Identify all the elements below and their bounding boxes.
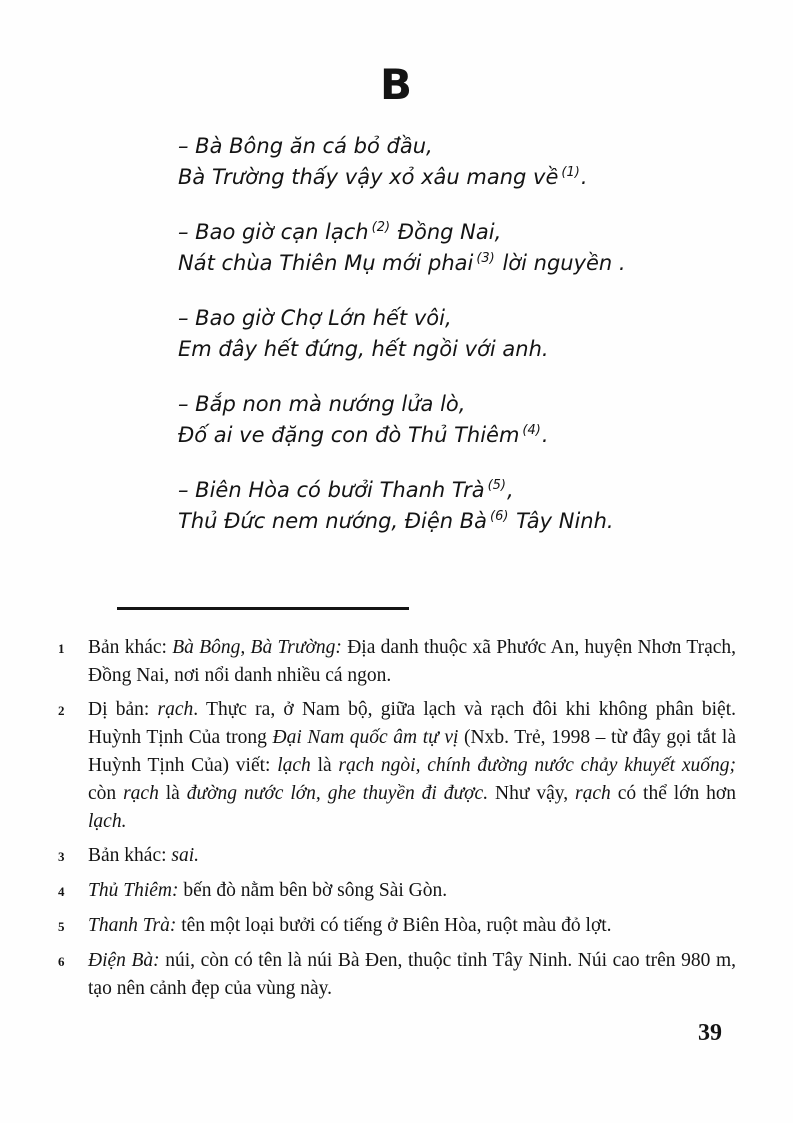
footnote-body-text: bến đò nằm bên bờ sông Sài Gòn. [178,880,448,901]
verse-text: Tây Ninh. [509,509,614,533]
footnote-ref: (5) [487,478,506,493]
footnote-term: lạch. [88,811,127,832]
verse-line [178,334,738,365]
footnote-1 [58,634,736,690]
footnote-ref: (4) [522,423,541,438]
section-heading: B [379,60,413,109]
footnote-term: Bà Bông, Bà Trường: [172,637,342,658]
footnote-ref: (2) [371,220,391,235]
footnote-3 [58,842,736,871]
verse-text: – Bao giờ cạn lạch [178,220,369,244]
footnote-body-text: còn [88,783,124,804]
footnote-body-text: Dị bản: [88,699,158,720]
verse-text: Đồng Nai, [391,220,502,244]
footnote-term: rạch ngòi, chính đường nước chảy khuyết xuống; [338,755,737,776]
verse-text: – Bà Bông ăn cá bỏ đầu, [178,134,433,158]
footnote-body-text: Bản khác: [88,845,172,866]
verse-couplet-3 [178,303,738,365]
verse-line [178,475,738,506]
verse-text: . [580,165,588,189]
verse-line [178,303,738,334]
footnotes-section [58,634,736,1009]
verse-line [178,162,738,193]
footnote-text [88,634,736,690]
footnote-body-text: (Nxb. Trẻ, 1998 – từ đây gọi tắt là Huỳnh Tịnh Của) viết: [88,727,736,776]
footnote-term: rạch [575,783,611,804]
verse-text: Bà Trường thấy vậy xỏ xâu mang về [178,165,559,189]
verse-line [178,420,738,451]
footnote-body-text: là [310,755,339,776]
verse-text: . [541,423,549,447]
verse-line [178,131,738,162]
footnote-ref: (6) [490,509,509,524]
footnote-body-text: là [158,783,187,804]
verse-text: Em đây hết đứng, hết ngồi với anh. [178,337,549,361]
footnote-term: Đại Nam quốc âm tự vị [272,727,459,748]
verse-text: Đố ai ve đặng con đò Thủ Thiêm [178,423,520,447]
footnote-ref: (1) [561,165,580,180]
footnote-term: Thanh Trà: [88,915,177,936]
footnote-term: đường nước lớn, ghe thuyền đi được. [186,783,489,804]
footnote-text [88,947,736,1003]
footnote-body-text: có thể lớn hơn [610,783,736,804]
footnote-term: rạch [157,699,194,720]
verse-couplet-2 [178,217,738,279]
verse-text: Nát chùa Thiên Mụ mới phai [178,251,474,275]
verse-couplet-5 [178,475,738,537]
footnote-ref: (3) [476,251,495,266]
footnote-6 [58,947,736,1003]
footnote-text [88,877,736,906]
footnote-number: 2 [58,703,65,718]
footnote-text [88,912,736,941]
footnote-body-text: núi, còn có tên là núi Bà Đen, thuộc tỉnh Tây Ninh. Núi cao trên 980 m, tạo nên cảnh đẹp của vùng này. [88,950,737,999]
verse-text: Thủ Đức nem nướng, Điện Bà [178,509,488,533]
footnote-body-text: Như vậy, [488,783,576,804]
verse-text: – Biên Hòa có bưởi Thanh Trà [178,478,485,502]
verse-couplet-1 [178,131,738,193]
footnote-term: Điện Bà: [88,950,160,971]
verse-text: – Bắp non mà nướng lửa lò, [178,392,466,416]
footnote-term: rạch [123,783,159,804]
footnote-term: Thủ Thiêm: [88,880,179,901]
footnote-body-text: Địa danh thuộc xã Phước An, huyện Nhơn Trạch, Đồng Nai, nơi nổi danh nhiều cá ngon. [88,637,736,686]
footnote-number: 3 [58,849,65,864]
footnote-number: 5 [58,919,65,934]
footnote-4 [58,877,736,906]
footnote-number: 4 [58,884,65,899]
verse-line [178,506,738,537]
verse-line [178,389,738,420]
verse-line [178,217,738,248]
footnote-term: lạch [277,755,311,776]
verse-couplet-4 [178,389,738,451]
footnote-number: 1 [58,641,65,656]
verse-line [178,248,738,279]
footnote-separator [117,607,409,610]
footnote-term: sai. [171,845,200,866]
footnote-text [88,696,736,836]
verse-text: , [507,478,514,502]
footnote-number: 6 [58,954,65,969]
footnote-5 [58,912,736,941]
footnote-text [88,842,736,871]
footnote-body-text: Bản khác: [88,637,173,658]
footnote-2 [58,696,736,836]
verse-text: – Bao giờ Chợ Lớn hết vôi, [178,306,452,330]
verse-text: lời nguyền . [495,251,626,275]
footnote-body-text: . Thực ra, ở Nam bộ, giữa lạch và rạch đôi khi không phân biệt. Huỳnh Tịnh Của trong [88,699,736,748]
verses-section [178,131,738,561]
page-number: 39 [698,1020,722,1046]
footnote-body-text: tên một loại bưởi có tiếng ở Biên Hòa, ruột màu đỏ lợt. [176,915,612,936]
